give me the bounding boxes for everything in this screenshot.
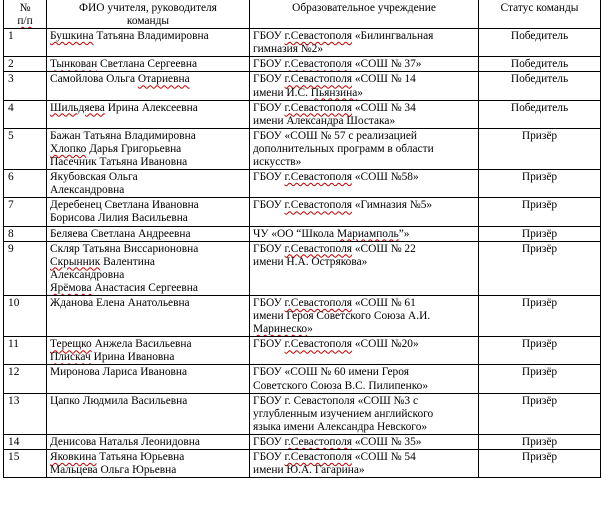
school-name (250, 337, 479, 365)
school-name-line: искусств» (253, 156, 302, 169)
teacher-name-line: Александровна (50, 268, 125, 281)
row-number: 12 (4, 365, 47, 393)
results-table (3, 0, 601, 478)
row-number: 8 (4, 226, 47, 241)
teacher-names (47, 57, 250, 72)
teacher-names (47, 393, 250, 434)
team-status: Призёр (479, 170, 601, 198)
teacher-names (47, 170, 250, 198)
team-status: Победитель (479, 72, 601, 100)
teacher-name-line: Шильдяева Ирина Алексеевна (50, 101, 198, 114)
teacher-names (47, 100, 250, 128)
team-status: Призёр (479, 365, 601, 393)
spellcheck-flagged-word: г.Севастополя (284, 199, 352, 212)
spellcheck-flagged-word: Маринеско (253, 323, 308, 336)
table-row (4, 365, 601, 393)
table-row (4, 226, 601, 241)
school-name-line: ГБОУ г.Севастополя «СОШ № 61 (253, 296, 416, 309)
row-number: 11 (4, 337, 47, 365)
header-teacher-name-line: команды (126, 15, 170, 28)
spellcheck-flagged-word: Отариевна (137, 73, 190, 86)
spellcheck-flagged-word: г.Севастополя (284, 296, 352, 309)
school-name-line: языка имени Александра Невского» (253, 420, 428, 433)
school-name-line: имени И.С. Пьянзина» (253, 86, 363, 99)
team-status: Призёр (479, 128, 601, 169)
teacher-names (47, 29, 250, 57)
spellcheck-flagged-word: Мариамполь (336, 227, 399, 240)
row-number: 2 (4, 57, 47, 72)
row-number: 15 (4, 450, 47, 478)
team-status: Призёр (479, 226, 601, 241)
teacher-names (47, 365, 250, 393)
school-name-line: ГБОУ г.Севастополя «СОШ №58» (253, 171, 419, 184)
team-status: Призёр (479, 434, 601, 449)
school-name-line: ГБОУ г.Севастополя «СОШ № 35» (253, 435, 422, 448)
school-name-line: ГБОУ «СОШ № 60 имени Героя (253, 366, 409, 379)
school-name (250, 295, 479, 336)
team-status: Призёр (479, 295, 601, 336)
teacher-names (47, 128, 250, 169)
school-name-line: ГБОУ г.Севастополя «СОШ № 37» (253, 58, 422, 71)
team-status: Победитель (479, 29, 601, 57)
table-row (4, 29, 601, 57)
school-name-line: дополнительных программ в области (253, 142, 434, 155)
table-row (4, 241, 601, 295)
school-name (250, 241, 479, 295)
table-row (4, 337, 601, 365)
table-row (4, 128, 601, 169)
teacher-name-line: Тынкован Светлана Сергеевна (50, 58, 198, 71)
teacher-name-line: Деребенец Светлана Ивановна (50, 199, 199, 212)
row-number: 5 (4, 128, 47, 169)
school-name (250, 170, 479, 198)
teacher-name-line: Ярёмова Анастасия Сергеевна (50, 281, 198, 294)
table-row (4, 170, 601, 198)
spellcheck-flagged-word: Тынкован (50, 58, 98, 71)
teacher-name-line: Денисова Наталья Леонидовна (50, 435, 200, 448)
teacher-names (47, 198, 250, 226)
teacher-names (47, 450, 250, 478)
table-row (4, 434, 601, 449)
spellcheck-flagged-word: г.Севастополя (284, 451, 352, 463)
row-number: 10 (4, 295, 47, 336)
school-name-line: ГБОУ г.Севастополя «Гимназия №5» (253, 199, 433, 212)
spellcheck-flagged-word: г.Севастополя (284, 435, 352, 448)
spellcheck-flagged-word: Скрынник (50, 255, 101, 268)
row-number: 14 (4, 434, 47, 449)
table-row (4, 100, 601, 128)
row-number: 13 (4, 393, 47, 434)
school-name-line: имени Героя Советского Союза А.И. (253, 310, 431, 323)
school-name (250, 365, 479, 393)
spellcheck-flagged-word: г.Севастополя (284, 101, 352, 114)
team-status: Призёр (479, 198, 601, 226)
spellcheck-flagged-word: Шильдяева (50, 101, 105, 114)
header-teacher-name-line: ФИО учителя, руководителя (79, 2, 217, 14)
table-body (4, 29, 601, 478)
school-name (250, 450, 479, 478)
spellcheck-flagged-word: г.Севастополя (284, 58, 352, 71)
teacher-name-line: Мальцева Ольга Юрьевна (50, 464, 177, 477)
header-school-line: Образовательное учреждение (292, 2, 436, 14)
spellcheck-flagged-word: г.Севастополя (284, 242, 352, 255)
teacher-name-line: Борисова Лилия Васильевна (50, 212, 188, 225)
school-name-line: ГБОУ г.Севастополя «СОШ № 14 (253, 73, 416, 86)
school-name-line: Маринеско» (253, 323, 313, 336)
teacher-names (47, 337, 250, 365)
school-name (250, 128, 479, 169)
school-name-line: имени Александра Шостака» (253, 114, 396, 127)
team-status: Призёр (479, 450, 601, 478)
school-name-line: ГБОУ г.Севастополя «Билингвальная (253, 30, 434, 43)
school-name (250, 29, 479, 57)
header-status-line: Статус команды (500, 2, 579, 14)
teacher-name-line: Скляр Татьяна Виссарионовна (50, 242, 199, 255)
school-name-line: ЧУ «ОО “Школа Мариамполь”» (253, 227, 410, 240)
school-name (250, 100, 479, 128)
school-name-line: ГБОУ г.Севастополя «СОШ № 54 (253, 451, 416, 463)
row-number: 6 (4, 170, 47, 198)
school-name (250, 393, 479, 434)
teacher-name-line: Цапко Людмила Васильевна (50, 394, 188, 407)
spellcheck-flagged-word: Хлопко (50, 142, 87, 155)
teacher-names (47, 226, 250, 241)
teacher-name-line: Бажан Татьяна Владимировна (50, 129, 196, 142)
table-row (4, 295, 601, 336)
row-number: 4 (4, 100, 47, 128)
table-header (4, 0, 601, 29)
school-name (250, 72, 479, 100)
school-name (250, 57, 479, 72)
teacher-name-line: Миронова Лариса Ивановна (50, 366, 188, 379)
teacher-name-line: Бушкина Татьяна Владимировна (50, 30, 209, 43)
school-name-line: ГБОУ г. Севастополя «СОШ №3 с (253, 394, 419, 407)
table-row (4, 450, 601, 478)
school-name-line: углубленным изучением английского (253, 407, 434, 420)
spellcheck-flagged-word: г.Севастополя (284, 30, 352, 43)
spellcheck-flagged-word: Терещко (50, 338, 92, 351)
table-row (4, 198, 601, 226)
school-name-line: имени Н.А. Острякова» (253, 255, 368, 268)
teacher-names (47, 434, 250, 449)
spellcheck-flagged-word: г.Севастополя (284, 73, 352, 86)
teacher-name-line: Пасечник Татьяна Ивановна (50, 156, 188, 169)
row-number: 7 (4, 198, 47, 226)
spellcheck-flagged-word: Пьянзина (310, 86, 358, 99)
teacher-names (47, 72, 250, 100)
header-teacher-name (47, 0, 250, 29)
spellcheck-flagged-word: Плискач (50, 351, 91, 364)
team-status: Победитель (479, 100, 601, 128)
teacher-name-line: Жданова Елена Анатольевна (50, 296, 190, 309)
school-name (250, 434, 479, 449)
school-name-line: ГБОУ г.Севастополя «СОШ № 34 (253, 101, 416, 114)
school-name (250, 198, 479, 226)
header-school (250, 0, 479, 29)
spellcheck-flagged-word: Ярёмова (50, 281, 92, 294)
header-status (479, 0, 601, 29)
spellcheck-flagged-word: г.Севастополя (284, 171, 352, 184)
school-name-line: ГБОУ г.Севастополя «СОШ № 22 (253, 242, 416, 255)
team-status: Призёр (479, 393, 601, 434)
teacher-name-line: Яковкина Татьяна Юрьевна (50, 451, 185, 463)
table-row (4, 393, 601, 434)
teacher-name-line: Самойлова Ольга Отариевна (50, 73, 190, 86)
teacher-names (47, 295, 250, 336)
spellcheck-flagged-word: г.Севастополя (284, 338, 352, 351)
team-status: Призёр (479, 241, 601, 295)
spellcheck-flagged-word: п/п (17, 15, 33, 28)
school-name-line: имени Ю.А. Гагарина» (253, 464, 365, 477)
school-name-line: гимназия №2» (253, 43, 324, 56)
teacher-name-line: Якубовская Ольга (50, 171, 138, 184)
row-number: 3 (4, 72, 47, 100)
school-name-line: ГБОУ «СОШ № 57 с реализацией (253, 129, 417, 142)
table-row (4, 57, 601, 72)
teacher-name-line: Хлопко Дарья Григорьевна (50, 142, 182, 155)
row-number: 1 (4, 29, 47, 57)
spellcheck-flagged-word: Бушкина (50, 30, 94, 43)
teacher-name-line: Скрынник Валентина (50, 255, 155, 268)
header-number-line (7, 15, 43, 28)
school-name-line: Советского Союза В.С. Пилипенко» (253, 379, 429, 392)
header-row (4, 0, 601, 29)
teacher-name-line: Плискач Ирина Ивановна (50, 351, 175, 364)
header-number-line: № (19, 2, 31, 14)
team-status: Победитель (479, 57, 601, 72)
teacher-name-line: Беляева Светлана Андреевна (50, 227, 191, 240)
teacher-name-line: Александровна (50, 184, 125, 197)
teacher-names (47, 241, 250, 295)
school-name (250, 226, 479, 241)
school-name-line: ГБОУ г.Севастополя «СОШ №20» (253, 338, 419, 351)
spellcheck-flagged-word: Яковкина (50, 451, 97, 463)
row-number: 9 (4, 241, 47, 295)
table-row (4, 72, 601, 100)
header-number (4, 0, 47, 29)
team-status: Призёр (479, 337, 601, 365)
teacher-name-line: Терещко Анжела Васильевна (50, 338, 192, 351)
